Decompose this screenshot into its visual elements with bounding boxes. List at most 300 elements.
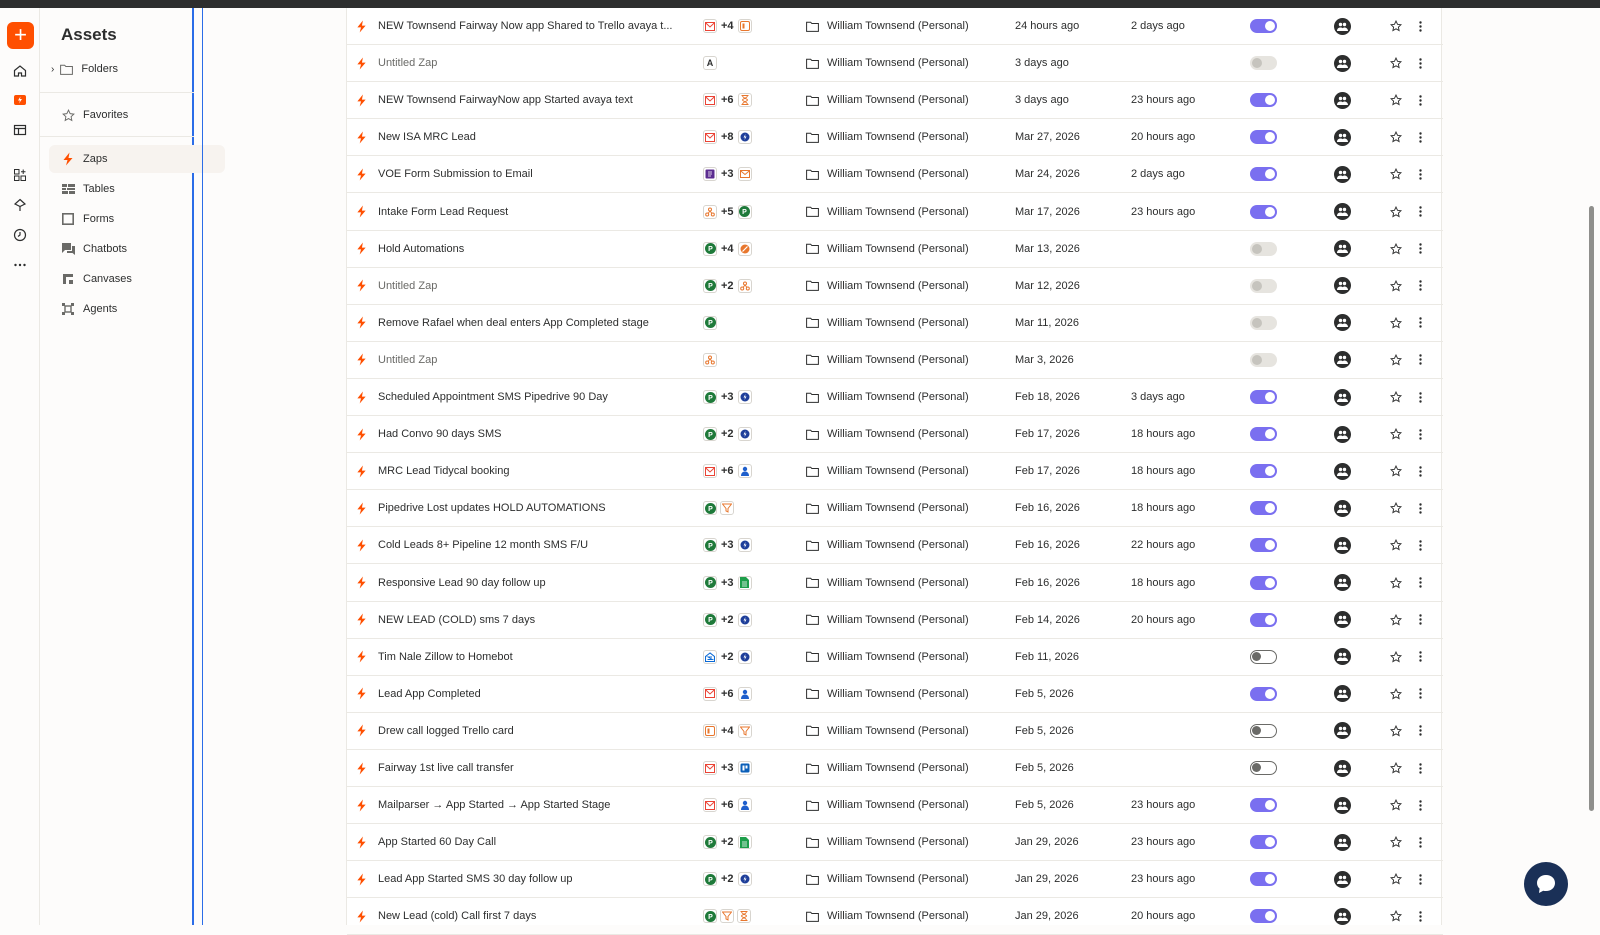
zap-status-toggle[interactable] xyxy=(1250,156,1278,192)
zap-name-link[interactable]: Untitled Zap xyxy=(378,279,438,292)
zap-name-link[interactable]: NEW Townsend Fairway Now app Shared to Trello avaya t... xyxy=(378,20,673,32)
table-row[interactable] xyxy=(347,45,1443,82)
zap-status-toggle[interactable] xyxy=(1250,8,1278,44)
more-options-icon[interactable] xyxy=(1414,898,1426,934)
favorite-star-icon[interactable] xyxy=(1390,305,1404,341)
last-modified: Feb 5, 2026 xyxy=(1015,799,1074,812)
table-row[interactable] xyxy=(347,713,1443,750)
zap-location[interactable] xyxy=(806,45,1006,81)
more-options-icon[interactable] xyxy=(1414,490,1426,526)
table-row[interactable] xyxy=(347,156,1443,193)
more-options-icon[interactable] xyxy=(1414,602,1426,638)
more-options-icon[interactable] xyxy=(1414,676,1426,712)
toggle-track[interactable] xyxy=(1250,501,1277,515)
zap-name-link[interactable]: Untitled Zap xyxy=(378,353,438,366)
toggle-track[interactable] xyxy=(1250,650,1277,664)
zap-status-toggle[interactable] xyxy=(1250,898,1278,934)
more-options-icon[interactable] xyxy=(1414,713,1426,749)
table-row[interactable] xyxy=(347,787,1443,824)
zap-icon xyxy=(356,268,368,304)
zap-apps[interactable] xyxy=(703,565,773,601)
more-options-icon[interactable] xyxy=(1414,416,1426,452)
toggle-track[interactable] xyxy=(1250,316,1277,330)
owner-avatar[interactable] xyxy=(1334,824,1354,860)
zap-name-link[interactable]: Fairway 1st live call transfer xyxy=(378,762,514,774)
zap-status-toggle[interactable] xyxy=(1250,231,1278,267)
favorite-star-icon[interactable] xyxy=(1390,268,1404,304)
last-run xyxy=(1131,713,1241,749)
zap-apps[interactable] xyxy=(703,639,773,675)
zap-icon[interactable] xyxy=(11,91,29,109)
sidebar-item-forms[interactable] xyxy=(49,205,225,233)
zap-location[interactable] xyxy=(806,8,1006,44)
owner-avatar[interactable] xyxy=(1334,119,1354,155)
zap-name-link[interactable]: Lead App Started SMS 30 day follow up xyxy=(378,873,573,886)
toggle-track[interactable] xyxy=(1250,761,1277,775)
owner-avatar[interactable] xyxy=(1334,268,1354,304)
create-button[interactable]: + xyxy=(7,22,34,49)
tables-icon[interactable] xyxy=(11,121,29,139)
location-label: William Townsend (Personal) xyxy=(827,650,969,663)
zap-name-link[interactable]: New ISA MRC Lead xyxy=(378,131,476,144)
favorite-star-icon[interactable] xyxy=(1390,898,1404,934)
zap-status-toggle[interactable] xyxy=(1250,527,1278,563)
zap-status-toggle[interactable] xyxy=(1250,305,1278,341)
toggle-track[interactable] xyxy=(1250,93,1277,107)
toggle-track[interactable] xyxy=(1250,909,1277,923)
sidebar-item-favorites[interactable] xyxy=(49,101,225,129)
scrollbar[interactable] xyxy=(1589,206,1594,811)
zap-location[interactable] xyxy=(806,268,1006,304)
zap-location[interactable] xyxy=(806,527,1006,563)
apps-icon[interactable] xyxy=(11,166,29,184)
favorite-star-icon[interactable] xyxy=(1390,416,1404,452)
zap-name-link[interactable]: Mailparser → App Started → App Started Stage xyxy=(378,799,611,812)
toggle-track[interactable] xyxy=(1250,205,1277,219)
zap-name-link[interactable]: MRC Lead Tidycal booking xyxy=(378,465,510,478)
owner-avatar[interactable] xyxy=(1334,861,1354,897)
table-row[interactable] xyxy=(347,268,1443,305)
owner-avatar[interactable] xyxy=(1334,602,1354,638)
toggle-track[interactable] xyxy=(1250,464,1277,478)
last-modified: Feb 5, 2026 xyxy=(1015,724,1074,737)
zap-location[interactable] xyxy=(806,379,1006,415)
table-row[interactable] xyxy=(347,8,1443,45)
more-options-icon[interactable] xyxy=(1414,639,1426,675)
zap-apps[interactable] xyxy=(703,379,773,415)
last-run: 18 hours ago xyxy=(1131,428,1196,441)
favorite-star-icon[interactable] xyxy=(1390,342,1404,378)
table-row[interactable] xyxy=(347,231,1443,268)
favorite-star-icon[interactable] xyxy=(1390,194,1404,230)
zap-name-link[interactable]: Intake Form Lead Request xyxy=(378,205,509,218)
toggle-track[interactable] xyxy=(1250,576,1277,590)
zap-apps[interactable] xyxy=(703,453,773,489)
zap-name-link[interactable]: Hold Automations xyxy=(378,242,465,255)
toggle-track[interactable] xyxy=(1250,687,1277,701)
zap-location[interactable] xyxy=(806,602,1006,638)
zap-apps[interactable] xyxy=(703,527,773,563)
toggle-track[interactable] xyxy=(1250,242,1277,256)
team-icon xyxy=(1334,351,1351,368)
zap-location[interactable] xyxy=(806,156,1006,192)
divider xyxy=(40,92,194,93)
more-options-icon[interactable] xyxy=(1414,305,1426,341)
table-row[interactable] xyxy=(347,565,1443,602)
table-row[interactable] xyxy=(347,898,1443,935)
last-modified: Feb 16, 2026 xyxy=(1015,576,1080,589)
table-row[interactable] xyxy=(347,639,1443,676)
owner-avatar[interactable] xyxy=(1334,527,1354,563)
trello-blue-app-icon xyxy=(738,761,752,775)
zap-location[interactable] xyxy=(806,898,1006,934)
favorite-star-icon[interactable] xyxy=(1390,639,1404,675)
zap-name-link[interactable]: Tim Nale Zillow to Homebot xyxy=(378,650,513,663)
owner-avatar[interactable] xyxy=(1334,379,1354,415)
zap-name-link[interactable]: Had Convo 90 days SMS xyxy=(378,428,502,441)
folder-icon xyxy=(806,874,819,885)
zap-icon xyxy=(356,490,368,526)
owner-avatar[interactable] xyxy=(1334,453,1354,489)
table-row[interactable] xyxy=(347,527,1443,564)
zap-apps[interactable] xyxy=(703,268,773,304)
tables-icon xyxy=(61,182,75,196)
more-options-icon[interactable] xyxy=(1414,527,1426,563)
zap-apps[interactable] xyxy=(703,416,773,452)
zap-apps[interactable] xyxy=(703,861,773,897)
more-options-icon[interactable] xyxy=(1414,231,1426,267)
zap-apps[interactable] xyxy=(703,45,773,81)
zap-status-toggle[interactable] xyxy=(1250,379,1278,415)
sidebar-item-tables[interactable] xyxy=(49,175,225,203)
zap-name-link[interactable]: App Started 60 Day Call xyxy=(378,836,497,849)
zap-location[interactable] xyxy=(806,861,1006,897)
more-options-icon[interactable] xyxy=(1414,565,1426,601)
owner-avatar[interactable] xyxy=(1334,565,1354,601)
toggle-track[interactable] xyxy=(1250,613,1277,627)
toggle-track[interactable] xyxy=(1250,130,1277,144)
location-label: William Townsend (Personal) xyxy=(827,836,969,849)
zap-location[interactable] xyxy=(806,194,1006,230)
toggle-track[interactable] xyxy=(1250,538,1277,552)
favorite-star-icon[interactable] xyxy=(1390,676,1404,712)
zap-status-toggle[interactable] xyxy=(1250,453,1278,489)
zap-apps[interactable] xyxy=(703,602,773,638)
zap-status-toggle[interactable] xyxy=(1250,676,1278,712)
table-row[interactable] xyxy=(347,416,1443,453)
last-run: 23 hours ago xyxy=(1131,205,1196,218)
top-bar xyxy=(0,0,1600,8)
owner-avatar[interactable] xyxy=(1334,342,1354,378)
svg-text:P: P xyxy=(707,431,713,439)
zap-status-toggle[interactable] xyxy=(1250,342,1278,378)
more-options-icon[interactable] xyxy=(1414,268,1426,304)
sidebar-item-chatbots[interactable] xyxy=(49,235,225,263)
zap-apps[interactable] xyxy=(703,787,773,823)
favorite-star-icon[interactable] xyxy=(1390,861,1404,897)
zap-location[interactable] xyxy=(806,305,1006,341)
zap-status-toggle[interactable] xyxy=(1250,82,1278,118)
table-row[interactable] xyxy=(347,342,1443,379)
toggle-track[interactable] xyxy=(1250,56,1277,70)
zap-apps[interactable] xyxy=(703,824,773,860)
zap-name-link[interactable]: Remove Rafael when deal enters App Completed stage xyxy=(378,316,649,329)
zap-apps[interactable] xyxy=(703,342,773,378)
sidebar-item-label: Favorites xyxy=(83,109,129,121)
zap-status-toggle[interactable] xyxy=(1250,639,1278,675)
more-options-icon[interactable] xyxy=(1414,861,1426,897)
panel-divider xyxy=(202,8,203,925)
more-options-icon[interactable] xyxy=(1414,119,1426,155)
folder-icon xyxy=(806,725,819,736)
toggle-track[interactable] xyxy=(1250,390,1277,404)
table-row[interactable] xyxy=(347,305,1443,342)
favorite-star-icon[interactable] xyxy=(1390,750,1404,786)
toggle-track[interactable] xyxy=(1250,279,1277,293)
more-options-icon[interactable] xyxy=(1414,194,1426,230)
zap-location[interactable] xyxy=(806,824,1006,860)
table-row[interactable] xyxy=(347,602,1443,639)
explore-icon[interactable] xyxy=(11,196,29,214)
folder-icon xyxy=(806,21,819,32)
zap-name-link[interactable]: NEW LEAD (COLD) sms 7 days xyxy=(378,613,536,626)
pipedrive-app-icon xyxy=(738,205,752,219)
zap-name-link[interactable]: VOE Form Submission to Email xyxy=(378,168,533,181)
favorite-star-icon[interactable] xyxy=(1390,824,1404,860)
zap-name-link[interactable]: Scheduled Appointment SMS Pipedrive 90 Day xyxy=(378,391,608,403)
zap-icon xyxy=(356,231,368,267)
zap-status-toggle[interactable] xyxy=(1250,861,1278,897)
favorite-star-icon[interactable] xyxy=(1390,82,1404,118)
zap-icon xyxy=(356,750,368,786)
toggle-knob xyxy=(1252,726,1261,735)
owner-avatar[interactable] xyxy=(1334,676,1354,712)
extra-apps-count: +3 xyxy=(721,576,734,589)
zap-location[interactable] xyxy=(806,676,1006,712)
owner-avatar[interactable] xyxy=(1334,713,1354,749)
favorite-star-icon[interactable] xyxy=(1390,565,1404,601)
zap-apps[interactable] xyxy=(703,194,773,230)
table-row[interactable] xyxy=(347,119,1443,156)
gmail-app-icon xyxy=(703,798,717,812)
zap-name-link[interactable]: Lead App Completed xyxy=(378,687,481,700)
zap-icon xyxy=(356,119,368,155)
zap-location[interactable] xyxy=(806,565,1006,601)
owner-avatar[interactable] xyxy=(1334,898,1354,934)
email-app-icon xyxy=(738,167,752,181)
zap-location[interactable] xyxy=(806,119,1006,155)
more-options-icon[interactable] xyxy=(1414,750,1426,786)
chat-button[interactable] xyxy=(1524,862,1568,906)
zap-status-toggle[interactable] xyxy=(1250,750,1278,786)
folder-icon xyxy=(806,429,819,440)
home-icon[interactable] xyxy=(11,62,29,80)
zap-status-toggle[interactable] xyxy=(1250,565,1278,601)
zap-name-link[interactable]: New Lead (cold) Call first 7 days xyxy=(378,910,537,923)
favorite-star-icon[interactable] xyxy=(1390,231,1404,267)
favorite-star-icon[interactable] xyxy=(1390,156,1404,192)
sheets-app-icon xyxy=(738,835,752,849)
more-options-icon[interactable] xyxy=(1414,342,1426,378)
favorite-star-icon[interactable] xyxy=(1390,8,1404,44)
last-modified: Mar 13, 2026 xyxy=(1015,242,1080,255)
zap-status-toggle[interactable] xyxy=(1250,45,1278,81)
zap-status-toggle[interactable] xyxy=(1250,787,1278,823)
more-options-icon[interactable] xyxy=(1414,82,1426,118)
table-row[interactable] xyxy=(347,861,1443,898)
favorite-star-icon[interactable] xyxy=(1390,713,1404,749)
zap-location[interactable] xyxy=(806,82,1006,118)
zap-status-toggle[interactable] xyxy=(1250,490,1278,526)
owner-avatar[interactable] xyxy=(1334,416,1354,452)
owner-avatar[interactable] xyxy=(1334,750,1354,786)
more-options-icon[interactable] xyxy=(1414,379,1426,415)
zap-location[interactable] xyxy=(806,639,1006,675)
team-icon xyxy=(1334,611,1351,628)
table-row[interactable] xyxy=(347,82,1443,119)
team-icon xyxy=(1334,648,1351,665)
zap-name-link[interactable]: Cold Leads 8+ Pipeline 12 month SMS F/U xyxy=(378,539,589,552)
zap-status-toggle[interactable] xyxy=(1250,713,1278,749)
favorite-star-icon[interactable] xyxy=(1390,490,1404,526)
more-options-icon[interactable] xyxy=(1414,824,1426,860)
zap-status-toggle[interactable] xyxy=(1250,824,1278,860)
zap-name-link[interactable]: Untitled Zap xyxy=(378,57,438,70)
zap-apps[interactable] xyxy=(703,305,773,341)
table-row[interactable] xyxy=(347,676,1443,713)
more-options-icon[interactable] xyxy=(1414,787,1426,823)
zap-name-link[interactable]: Pipedrive Lost updates HOLD AUTOMATIONS xyxy=(378,502,606,515)
sidebar-item-folders[interactable] xyxy=(49,55,225,83)
table-row[interactable] xyxy=(347,750,1443,787)
table-row[interactable] xyxy=(347,194,1443,231)
zap-apps[interactable] xyxy=(703,676,773,712)
toggle-track[interactable] xyxy=(1250,724,1277,738)
zap-apps[interactable] xyxy=(703,490,773,526)
last-modified: 3 days ago xyxy=(1015,94,1069,107)
zap-apps[interactable] xyxy=(703,82,773,118)
zap-location[interactable] xyxy=(806,453,1006,489)
owner-avatar[interactable] xyxy=(1334,231,1354,267)
more-icon[interactable] xyxy=(11,256,29,274)
last-modified: Feb 16, 2026 xyxy=(1015,502,1080,515)
zap-apps[interactable] xyxy=(703,713,773,749)
zaps-table xyxy=(346,8,1442,925)
table-row[interactable] xyxy=(347,453,1443,490)
zap-status-toggle[interactable] xyxy=(1250,119,1278,155)
zap-location[interactable] xyxy=(806,713,1006,749)
zap-status-toggle[interactable] xyxy=(1250,416,1278,452)
favorite-star-icon[interactable] xyxy=(1390,453,1404,489)
last-run xyxy=(1131,750,1241,786)
chevron-right-icon[interactable]: › xyxy=(51,63,55,75)
pipedrive-app-icon xyxy=(703,835,717,849)
pipedrive-app-icon xyxy=(703,538,717,552)
owner-avatar[interactable] xyxy=(1334,8,1354,44)
favorite-star-icon[interactable] xyxy=(1390,602,1404,638)
toggle-track[interactable] xyxy=(1250,835,1277,849)
team-icon xyxy=(1334,500,1351,517)
toggle-track[interactable] xyxy=(1250,872,1277,886)
favorite-star-icon[interactable] xyxy=(1390,119,1404,155)
owner-avatar[interactable] xyxy=(1334,305,1354,341)
zap-name-link[interactable]: NEW Townsend FairwayNow app Started avaya text xyxy=(378,94,633,107)
zap-apps[interactable] xyxy=(703,119,773,155)
folder-icon xyxy=(806,688,819,699)
owner-avatar[interactable] xyxy=(1334,194,1354,230)
toggle-track[interactable] xyxy=(1250,427,1277,441)
more-options-icon[interactable] xyxy=(1414,8,1426,44)
favorite-star-icon[interactable] xyxy=(1390,527,1404,563)
owner-avatar[interactable] xyxy=(1334,45,1354,81)
toggle-knob xyxy=(1265,540,1275,550)
pipedrive-app-icon xyxy=(703,427,717,441)
owner-avatar[interactable] xyxy=(1334,639,1354,675)
owner-avatar[interactable] xyxy=(1334,787,1354,823)
favorite-star-icon[interactable] xyxy=(1390,379,1404,415)
zap-status-toggle[interactable] xyxy=(1250,268,1278,304)
zap-location[interactable] xyxy=(806,750,1006,786)
sidebar-item-agents[interactable] xyxy=(49,295,225,323)
favorite-star-icon[interactable] xyxy=(1390,45,1404,81)
more-options-icon[interactable] xyxy=(1414,45,1426,81)
zap-name-link[interactable]: Drew call logged Trello card xyxy=(378,724,514,737)
zap-status-toggle[interactable] xyxy=(1250,194,1278,230)
sidebar-item-canvases[interactable] xyxy=(49,265,225,293)
team-icon xyxy=(1334,166,1351,183)
owner-avatar[interactable] xyxy=(1334,156,1354,192)
owner-avatar[interactable] xyxy=(1334,490,1354,526)
zap-apps[interactable] xyxy=(703,156,773,192)
zap-apps[interactable] xyxy=(703,8,773,44)
sidebar-item-zaps[interactable] xyxy=(49,145,225,173)
gmail-app-icon xyxy=(703,93,717,107)
zap-apps[interactable] xyxy=(703,750,773,786)
location-label: William Townsend (Personal) xyxy=(827,242,969,255)
zap-status-toggle[interactable] xyxy=(1250,602,1278,638)
table-row[interactable] xyxy=(347,824,1443,861)
last-run xyxy=(1131,305,1241,341)
owner-avatar[interactable] xyxy=(1334,82,1354,118)
folder-icon xyxy=(806,206,819,217)
last-modified: Feb 17, 2026 xyxy=(1015,428,1080,441)
toggle-track[interactable] xyxy=(1250,798,1277,812)
zap-apps[interactable] xyxy=(703,231,773,267)
table-row[interactable] xyxy=(347,490,1443,527)
last-run: 23 hours ago xyxy=(1131,799,1196,812)
pipedrive-app-icon xyxy=(703,279,717,293)
toggle-track[interactable] xyxy=(1250,19,1277,33)
zap-location[interactable] xyxy=(806,787,1006,823)
more-options-icon[interactable] xyxy=(1414,453,1426,489)
history-icon[interactable] xyxy=(11,226,29,244)
toggle-track[interactable] xyxy=(1250,353,1277,367)
table-row[interactable] xyxy=(347,379,1443,416)
more-options-icon[interactable] xyxy=(1414,156,1426,192)
svg-text:P: P xyxy=(707,505,713,513)
zap-name-link[interactable]: Responsive Lead 90 day follow up xyxy=(378,576,546,589)
zap-location[interactable] xyxy=(806,342,1006,378)
folder-icon xyxy=(806,614,819,625)
zap-location[interactable] xyxy=(806,231,1006,267)
toggle-knob xyxy=(1265,874,1275,884)
toggle-track[interactable] xyxy=(1250,167,1277,181)
favorite-star-icon[interactable] xyxy=(1390,787,1404,823)
zap-location[interactable] xyxy=(806,416,1006,452)
zap-location[interactable] xyxy=(806,490,1006,526)
zap-apps[interactable] xyxy=(703,898,773,934)
folder-icon xyxy=(806,392,819,403)
